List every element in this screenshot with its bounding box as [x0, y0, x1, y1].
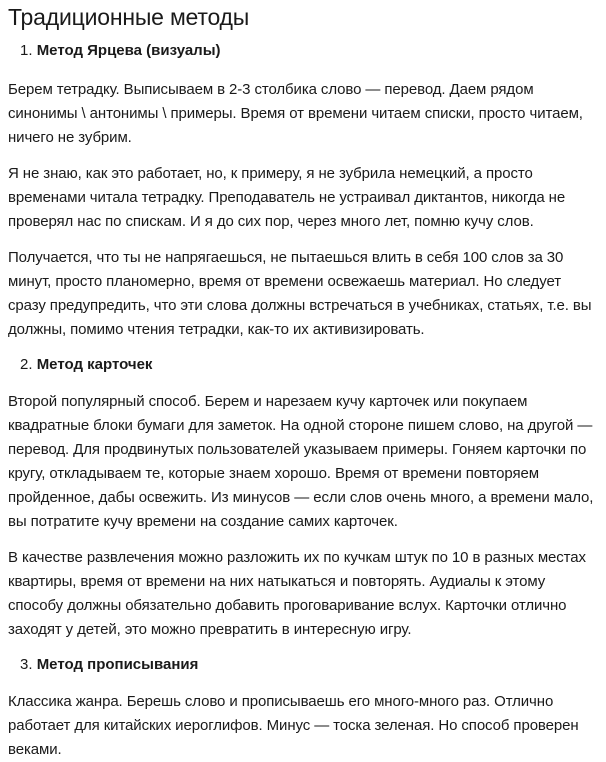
section-heading	[20, 355, 596, 375]
page-title: Традиционные методы	[8, 4, 250, 30]
paragraph: В качестве развлечения можно разложить их по кучкам штук по 10 в разных местах квартиры, время от времени на них натыкаться и повторять. Аудиалы к этому способу должны обязательно добавить проговаривание вслух. Карточки отлично заходят у детей, это можно превратить в интересную игру.	[8, 549, 586, 638]
section-title: Метод прописывания	[36, 656, 199, 673]
paragraph: Я не знаю, как это работает, но, к примеру, я не зубрила немецкий, а просто временами читала тетрадку. Преподаватель не устраивал диктантов, никогда не проверял нас по спискам. И я до сих пор, через много лет, помню кучу слов.	[8, 165, 566, 230]
paragraph: Второй популярный способ. Берем и нарезаем кучу карточек или покупаем квадратные блоки бумаги для заметок. На одной стороне пишем слово, на другой — перевод. Для продвинутых пользователей указываем примеры. Гоняем карточки по кругу, откладываем те, которые знаем хорошо. Время от времени повторяем пройденное, дабы освежить. Из минусов — если слов очень много, а времени мало, вы потратите кучу времени на создание самих карточек.	[8, 393, 594, 530]
section-title: Метод карточек	[36, 356, 153, 373]
paragraph: Классика жанра. Берешь слово и прописываешь его много-много раз. Отлично работает для китайских иероглифов. Минус — тоска зеленая. Но способ проверен веками.	[8, 693, 579, 758]
section-title: Метод Ярцева (визуалы)	[36, 42, 221, 59]
section-number: 1.	[20, 42, 33, 59]
section-heading	[20, 41, 596, 61]
section-number: 3.	[20, 656, 33, 673]
section-number: 2.	[20, 356, 33, 373]
section-heading	[20, 655, 596, 675]
paragraph: Берем тетрадку. Выписываем в 2-3 столбика слово — перевод. Даем рядом синонимы \ антонимы \ примеры. Время от времени читаем списки, просто читаем, ничего не зубрим.	[8, 81, 583, 146]
paragraph: Получается, что ты не напрягаешься, не пытаешься влить в себя 100 слов за 30 минут, просто планомерно, время от времени освежаешь материал. Но следует сразу предупредить, что эти слова должны встречаться в учебниках, статьях, т.е. вы должны, помимо чтения тетрадки, как-то их активизировать.	[8, 249, 592, 338]
